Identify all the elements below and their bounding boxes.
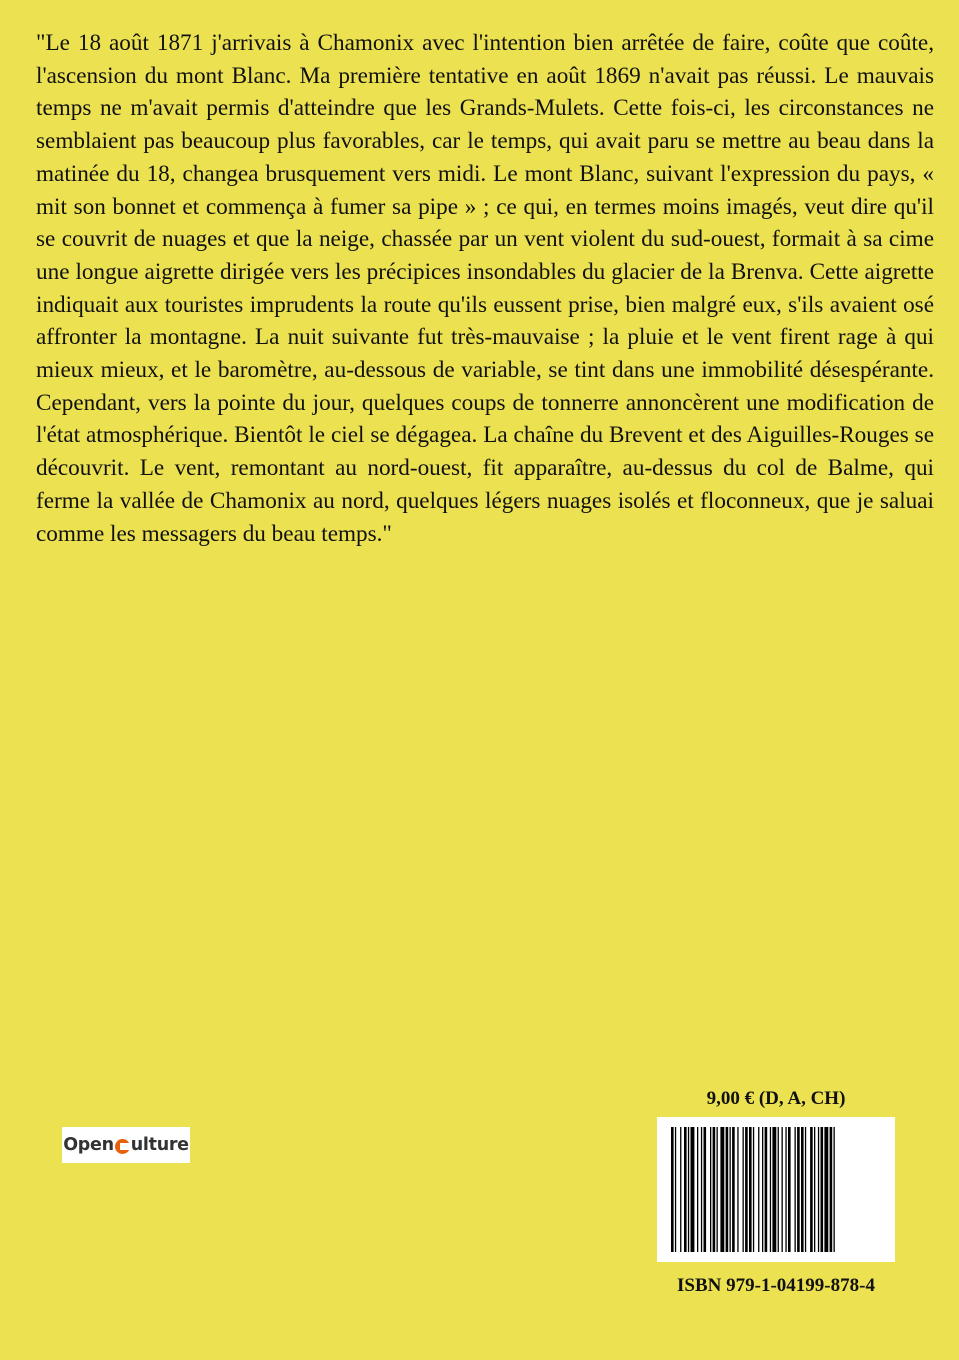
barcode-bar	[743, 1127, 744, 1252]
barcode-bar	[710, 1127, 711, 1252]
barcode-bar	[737, 1127, 738, 1252]
barcode-bar	[717, 1127, 718, 1252]
barcode-bar	[713, 1127, 716, 1252]
barcode-bar	[814, 1127, 815, 1252]
logo-text-open: Open	[63, 1135, 114, 1155]
barcode-bar	[782, 1127, 783, 1252]
barcode-bar	[688, 1127, 689, 1252]
barcode-bars	[669, 1127, 883, 1252]
barcode-bar	[805, 1127, 806, 1252]
logo-text-ulture: ulture	[130, 1135, 189, 1155]
barcode-bar	[810, 1127, 813, 1252]
barcode-bar	[704, 1127, 707, 1252]
isbn-label: ISBN 979-1-04199-878-4	[677, 1275, 875, 1296]
barcode-bar	[785, 1127, 786, 1252]
barcode-bar	[753, 1127, 754, 1252]
barcode-bar	[726, 1127, 729, 1252]
barcode-bar	[772, 1127, 776, 1252]
barcode-bar	[762, 1127, 763, 1252]
barcode-bar	[795, 1127, 796, 1252]
barcode-bar	[671, 1127, 674, 1252]
barcode-bar	[758, 1127, 759, 1252]
barcode-bar	[691, 1127, 695, 1252]
barcode-bar	[824, 1127, 828, 1252]
barcode-bar	[830, 1127, 833, 1252]
barcode-bar	[818, 1127, 819, 1252]
barcode-bar	[765, 1127, 768, 1252]
barcode-bar	[834, 1127, 835, 1252]
barcode-bar	[697, 1127, 698, 1252]
barcode-bar	[680, 1127, 681, 1252]
barcode-bar	[749, 1127, 752, 1252]
barcode-bar	[797, 1127, 800, 1252]
barcode-bar	[730, 1127, 731, 1252]
barcode-bar	[788, 1127, 791, 1252]
barcode	[657, 1117, 895, 1262]
barcode-bar	[778, 1127, 779, 1252]
barcode-bar	[701, 1127, 702, 1252]
back-cover-blurb: "Le 18 août 1871 j'arrivais à Chamonix avec l'intention bien arrêtée de faire, coûte que coûte, l'ascension du mont Blanc. Ma première tentative en août 1869 n'avait pas réussi. Le mauvais temps ne m'avait permis d'atteindre que les Grands-Mulets. Cette fois-ci, les circonstances ne semblaient pas beaucoup plus favorables, car le temps, qui avait paru se mettre au beau dans la matinée du 18, changea brusquement vers midi. Le mont Blanc, suivant l'expression du pays, « mit son bonnet et commença à fumer sa pipe » ; ce qui, en termes moins imagés, veut dire qu'il se couvrit de nuages et que la neige, chassée par un vent violent du sud-ouest, formait à sa cime une longue aigrette dirigée vers les précipices insondables du glacier de la Brenva. Cette aigrette indiquait aux touristes imprudents la route qu'ils eussent prise, bien malgré eux, s'ils avaient osé affronter la montagne. La nuit suivante fut très-mauvaise ; la pluie et le vent firent rage à qui mieux mieux, et le baromètre, au-dessous de variable, se tint dans une immobilité désespérante. Cependant, vers la pointe du jour, quelques coups de tonnerre annoncèrent une modification de l'état atmosphérique. Bientôt le ciel se dégagea. La chaîne du Brevent et des Aiguilles-Rouges se découvrit. Le vent, remontant au nord-ouest, fit apparaître, au-dessus du col de Balme, qui ferme la vallée de Chamonix au nord, quelques légers nuages isolés et floconneux, que je saluai comme les messagers du beau temps."	[36, 30, 934, 547]
barcode-bar	[745, 1127, 748, 1252]
barcode-bar	[675, 1127, 676, 1252]
barcode-bar	[732, 1127, 735, 1252]
barcode-bar	[684, 1127, 687, 1252]
barcode-bar	[821, 1127, 824, 1252]
barcode-bar	[801, 1127, 804, 1252]
barcode-bar	[720, 1127, 724, 1252]
logo-c-mark	[115, 1139, 130, 1154]
barcode-bar	[770, 1127, 771, 1252]
price-label: 9,00 € (D, A, CH)	[706, 1088, 846, 1109]
publisher-logo	[62, 1127, 190, 1163]
